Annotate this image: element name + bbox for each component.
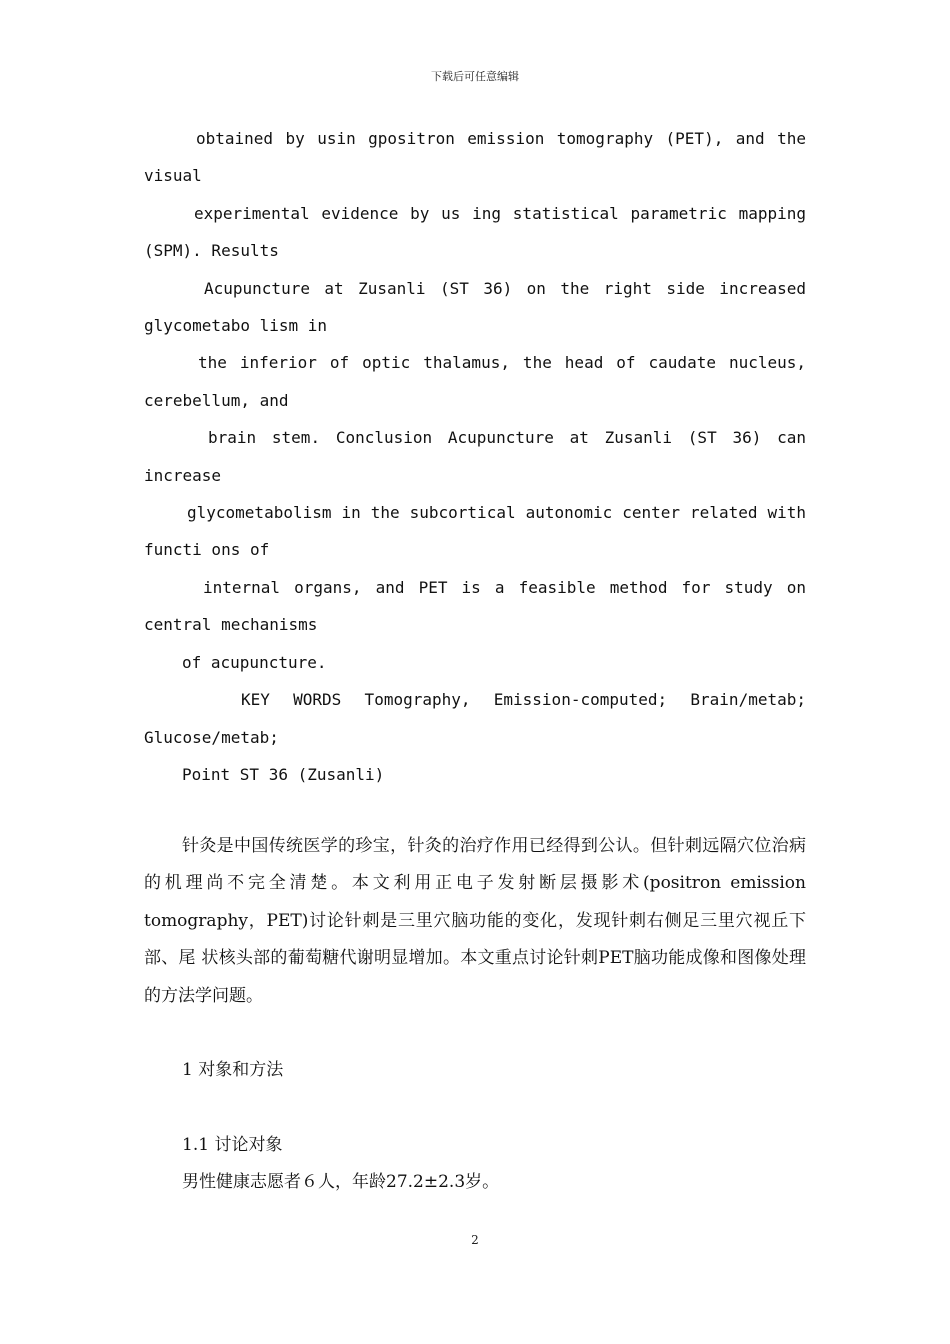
intro-paragraph-block — [144, 828, 806, 1015]
abstract-english — [144, 120, 806, 793]
subsection-heading-1-1 — [144, 1127, 806, 1164]
intro-paragraph: 针灸是中国传统医学的珍宝，针灸的治疗作用已经得到公认。但针刺远隔穴位治病的机理尚不完全清楚。本文利用正电子发射断层摄影术(positron emission tomography，PET)讨论针刺是三里穴脑功能的变化，发现针刺右侧足三里穴视丘下部、尾 状核头部的葡萄糖代谢明显增加。本文重点讨论针刺PET脑功能成像和图像处理的方法学问题。 — [144, 836, 806, 1006]
abstract-line: experimental evidence by us ing statistical parametric mapping (SPM). Results — [144, 203, 806, 261]
abstract-line: glycometabolism in the subcortical autonomic center related with functi ons of — [144, 503, 806, 560]
abstract-line: the inferior of optic thalamus, the head of caudate nucleus, cerebellum, and — [144, 353, 806, 410]
abstract-line: internal organs, and PET is a feasible method for study on central mechanisms — [144, 577, 806, 635]
subjects-text: 男性健康志愿者６人，年龄27.2±2.3岁。 — [182, 1172, 500, 1192]
section-heading-1 — [144, 1052, 806, 1089]
page-number: 2 — [471, 1233, 479, 1247]
subsection-title: 1.1 讨论对象 — [182, 1135, 283, 1155]
subjects-paragraph — [144, 1164, 806, 1201]
abstract-line: brain stem. Conclusion Acupuncture at Zusanli (ST 36) can increase — [144, 428, 806, 485]
abstract-line: obtained by usin gpositron emission tomography (PET), and the visual — [144, 129, 806, 186]
abstract-line: KEY WORDS Tomography, Emission-computed; Brain/metab; Glucose/metab; — [144, 690, 806, 747]
page-header: 下载后可任意编辑 — [431, 70, 519, 83]
abstract-line: Point ST 36 (Zusanli) — [182, 764, 385, 784]
section-title: 1 对象和方法 — [182, 1060, 284, 1080]
abstract-line: Acupuncture at Zusanli (ST 36) on the right side increased glycometabo lism in — [144, 278, 806, 336]
abstract-line: of acupuncture. — [182, 652, 327, 672]
